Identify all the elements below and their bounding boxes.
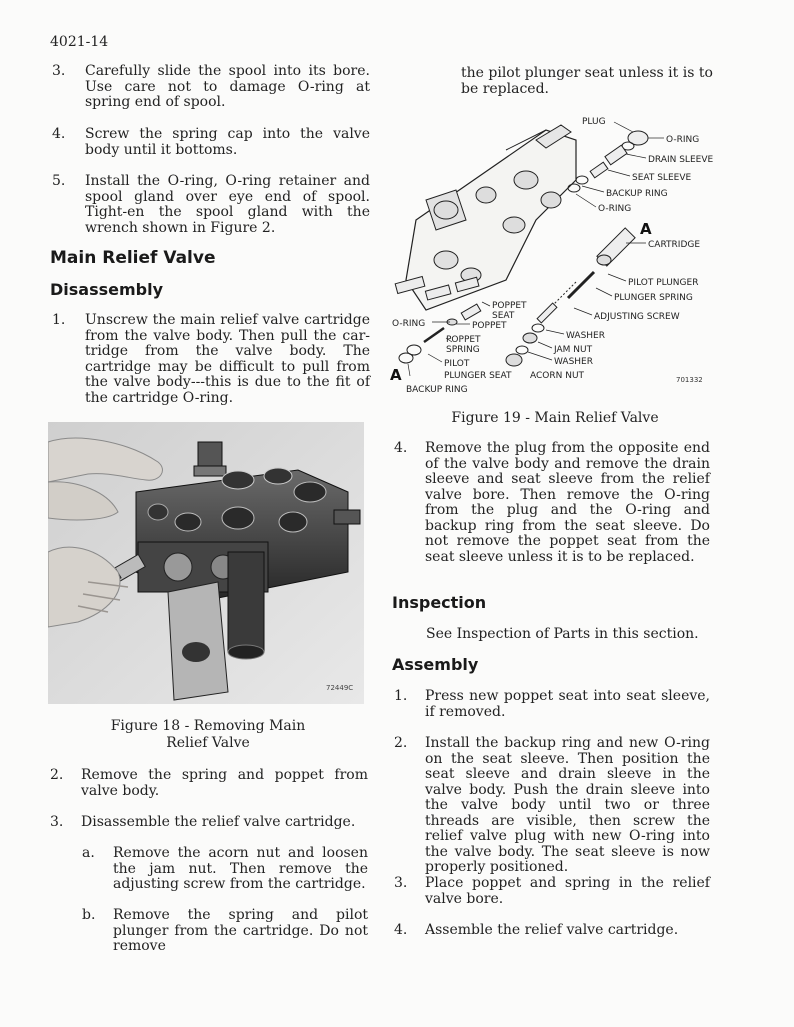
label-poppet-spring-line2: SPRING (446, 345, 480, 355)
substep-b (82, 907, 368, 954)
step-number: 4. (52, 126, 66, 142)
label-o-ring-top: O-RING (666, 135, 700, 145)
step-number: 3. (50, 814, 64, 830)
step-text: Assemble the relief valve cartridge. (425, 922, 679, 938)
label-plug: PLUG (582, 117, 606, 127)
step-number: 4. (394, 922, 408, 938)
left-step-3b (50, 815, 368, 832)
right-step-4 (394, 441, 710, 567)
step-text: Press new poppet seat into seat sleeve, if removed. (425, 688, 710, 720)
left-step-2 (50, 768, 368, 800)
step-text: Install the O-ring, O-ring retainer and spool gland over eye end of spool. Tight-en the spool gland with the wrench shown in Figure 2. (85, 173, 370, 236)
label-jam-nut: JAM NUT (554, 345, 593, 355)
step-text: Remove the spring and poppet from valve body. (81, 767, 368, 799)
step-number: 4. (394, 440, 408, 456)
marker-a-top: A (640, 220, 652, 238)
step-text: Place poppet and spring in the relief valve bore. (425, 875, 710, 907)
label-poppet-seat-line2: SEAT (492, 311, 515, 321)
label-pilot-plunger-seat-line1: PILOT (444, 359, 470, 369)
label-washer-2: WASHER (554, 357, 593, 367)
label-backup-ring-top: BACKUP RING (606, 189, 668, 199)
step-text: Disassemble the relief valve cartridge. (81, 814, 356, 830)
subsection-title-disassembly: Disassembly (50, 280, 164, 299)
label-o-ring-mid: O-RING (598, 204, 632, 214)
assembly-step-2 (394, 735, 710, 875)
figure-18-caption-line1: Figure 18 - Removing Main (110, 718, 306, 734)
figure-19-caption: Figure 19 - Main Relief Valve (451, 410, 659, 426)
right-continuation-text: the pilot plunger seat unless it is to be replaced. (461, 65, 713, 97)
assembly-step-1 (394, 689, 710, 721)
label-washer-1: WASHER (566, 331, 605, 341)
figure-18-photo (48, 422, 364, 704)
figure-19-code: 701332 (676, 376, 703, 384)
marker-a-bottom: A (390, 366, 402, 384)
step-text: Screw the spring cap into the valve body until it bottoms. (85, 126, 370, 158)
section-title-main-relief-valve: Main Relief Valve (50, 248, 216, 268)
assembly-step-4 (394, 923, 710, 940)
step-text: Install the backup ring and new O-ring on the seat sleeve. Then position the seat sleeve and drain sleeve in the valve body. Push the drain sleeve into the valve body until two or three threads are visible, then screw the relief valve plug with new O-ring into the valve body. The seat sleeve is now properly positioned. (425, 735, 710, 875)
figure-18-caption-line2: Relief Valve (166, 735, 250, 751)
label-poppet-spring-line1: POPPET (446, 335, 481, 345)
inspection-text: See Inspection of Parts in this section. (426, 626, 699, 642)
left-step-3 (52, 64, 370, 112)
disassembly-step-1 (52, 313, 370, 408)
label-seat-sleeve: SEAT SLEEVE (632, 173, 692, 183)
photo-code: 72449C (326, 684, 354, 692)
step-text: Remove the acorn nut and loosen the jam nut. Then remove the adjusting screw from the cartridge. (113, 845, 368, 892)
assembly-step-3 (394, 876, 710, 908)
label-cartridge: CARTRIDGE (648, 240, 701, 250)
step-number: 1. (394, 688, 408, 704)
label-backup-ring-bottom: BACKUP RING (406, 385, 468, 395)
figure-18-caption (88, 718, 328, 752)
step-text: Remove the plug from the opposite end of the valve body and remove the drain sleeve and seat sleeve from the relief valve bore. Then remove the O-ring from the plug and the O-ring and backup ring from the seat sleeve. Do not remove the poppet seat from the seat sleeve unless it is to be replaced. (425, 440, 710, 565)
step-number: 1. (52, 312, 66, 328)
step-number: a. (82, 845, 95, 861)
step-number: 5. (52, 173, 66, 189)
step-text: Unscrew the main relief valve cartridge from the valve body. Then pull the car-tridge from the valve body. The cartridge may be difficult to pull from the valve body---this is due to the fit of the cartridge O-ring. (85, 312, 370, 406)
step-number: 2. (394, 735, 408, 751)
label-acorn-nut: ACORN NUT (530, 371, 585, 381)
label-poppet-seat-line1: POPPET (492, 301, 527, 311)
figure-19-diagram (386, 110, 722, 400)
step-number: 2. (50, 767, 64, 783)
left-step-4 (52, 127, 370, 159)
label-drain-sleeve: DRAIN SLEEVE (648, 155, 714, 165)
step-text: Carefully slide the spool into its bore. Use care not to damage O-ring at spring end of spool. (85, 63, 370, 110)
label-pilot-plunger: PILOT PLUNGER (628, 278, 699, 288)
step-text: Remove the spring and pilot plunger from the cartridge. Do not remove (113, 907, 368, 954)
label-plunger-spring: PLUNGER SPRING (614, 293, 693, 303)
substep-a (82, 846, 368, 894)
section-title-inspection: Inspection (392, 593, 487, 612)
label-poppet: POPPET (472, 321, 507, 331)
left-step-5 (52, 174, 370, 238)
label-o-ring-left: O-RING (392, 319, 426, 329)
step-number: 3. (394, 875, 408, 891)
page-number: 4021-14 (50, 34, 109, 50)
label-adjusting-screw: ADJUSTING SCREW (594, 312, 680, 322)
section-title-assembly: Assembly (392, 655, 479, 674)
step-number: b. (82, 907, 96, 923)
step-number: 3. (52, 63, 66, 79)
label-pilot-plunger-seat-line2: PLUNGER SEAT (444, 371, 512, 381)
